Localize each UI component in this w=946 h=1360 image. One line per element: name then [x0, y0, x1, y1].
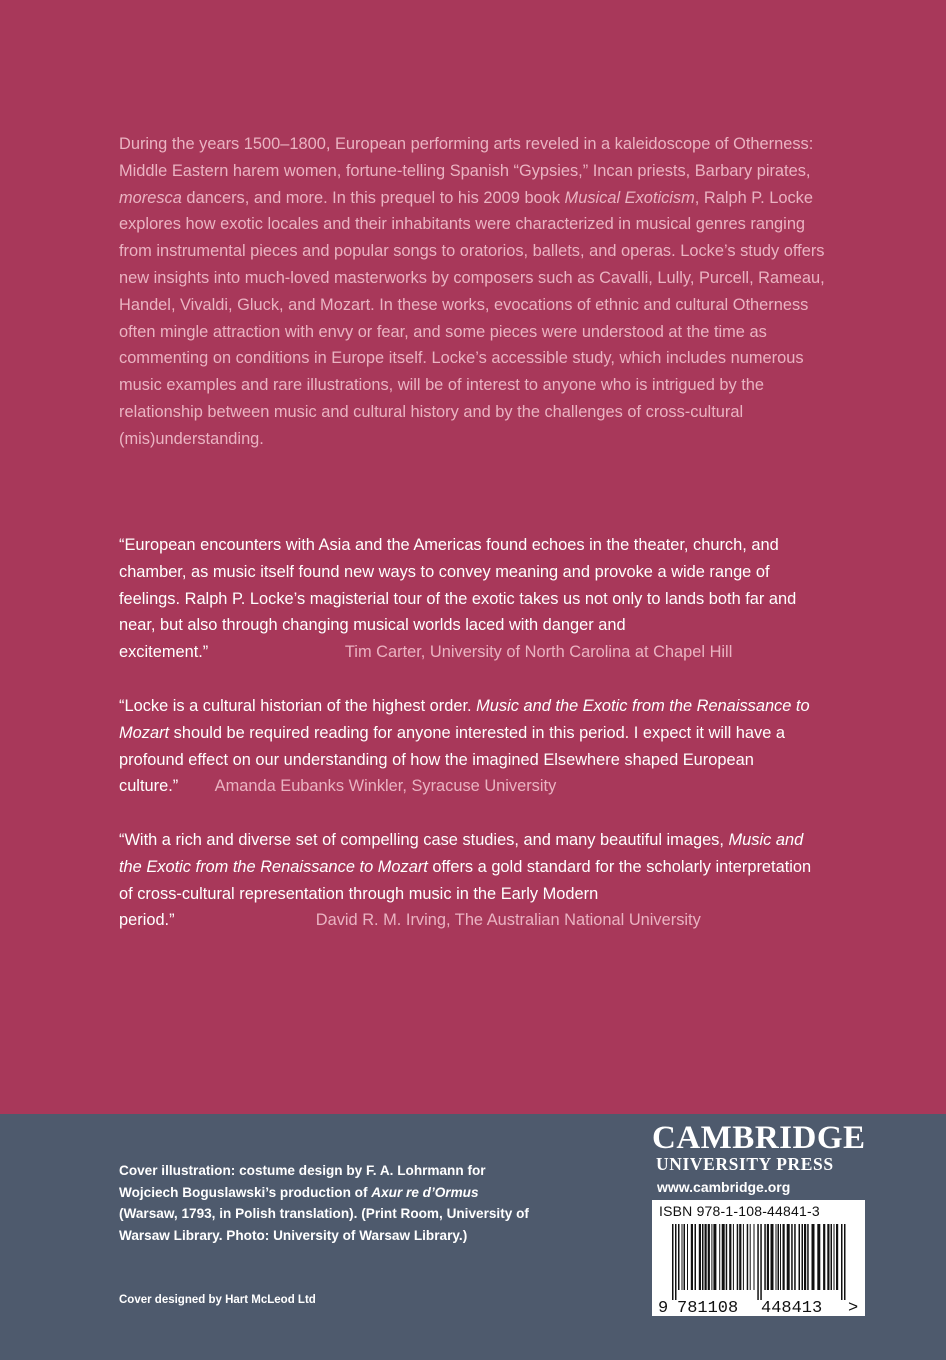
cover-designer-credit: Cover designed by Hart McLeod Ltd	[119, 1294, 316, 1306]
barcode-bar	[695, 1224, 697, 1290]
quote-book-title: Music and the Exotic from the Renaissance to Mozart	[119, 831, 804, 876]
barcode-bar	[780, 1224, 781, 1290]
barcode-digits-left: 781108	[677, 1299, 739, 1316]
barcode-bar	[691, 1224, 693, 1290]
barcode-bar	[771, 1224, 774, 1290]
publisher-logo-name: CAMBRIDGE	[652, 1120, 866, 1156]
barcode-bar	[713, 1224, 716, 1290]
barcode-bar	[776, 1224, 777, 1290]
blurb-book-title: Musical Exoticism	[564, 188, 695, 207]
barcode-bar	[722, 1224, 725, 1290]
endorsement-quote	[119, 532, 827, 666]
blurb-text: dancers, and more. In this prequel to his 2009 book	[181, 188, 565, 207]
isbn-label: ISBN 978-1-108-44841-3	[659, 1203, 820, 1219]
barcode-bar	[739, 1224, 741, 1290]
book-blurb	[119, 131, 827, 453]
endorsement-quote	[119, 827, 827, 934]
barcode-bar	[812, 1224, 815, 1290]
barcode-digit-lead: 9	[658, 1299, 669, 1316]
barcode-bar	[684, 1224, 686, 1290]
quote-attribution: David R. M. Irving, The Australian National University	[315, 911, 701, 930]
blurb-text: , Ralph P. Locke explores how exotic locales and their inhabitants were characterized in musical genres ranging from instrumental pieces and popular songs to oratorios, ballets, and operas. Locke’s study offers new insights into much-loved masterworks by composers such as Cavalli, Lully, Purcell, Rameau, Handel, Vivaldi, Gluck, and Mozart. In these works, evocations of ethnic and cultural Otherness often mingle attraction with envy or fear, and some pieces were understood at the time as commenting on conditions in Europe itself. Locke’s accessible study, which includes numerous music examples and rare illustrations, will be of interest to anyone who is intrigued by the relationship between music and cultural history and by the challenges of cross-cultural (mis)understanding.	[119, 188, 825, 448]
barcode-bar	[787, 1224, 790, 1290]
barcode-bar	[760, 1224, 762, 1300]
quote-text: “Locke is a cultural historian of the highest order.	[119, 697, 477, 715]
barcode-bar	[836, 1224, 838, 1290]
barcode-bar	[672, 1224, 674, 1300]
barcode-bar	[699, 1224, 701, 1290]
barcode-bar	[719, 1224, 720, 1290]
barcode-bar	[678, 1224, 680, 1290]
barcode-graphic	[652, 1200, 865, 1316]
publisher-url: www.cambridge.org	[657, 1179, 791, 1195]
credit-text: (Warsaw, 1793, in Polish translation). (Print Room, University of Warsaw Library. Photo: University of Warsaw Library.)	[119, 1206, 529, 1243]
publisher-logo-subtitle: UNIVERSITY PRESS	[656, 1154, 834, 1174]
quote-attribution: Tim Carter, University of North Carolina at Chapel Hill	[344, 643, 733, 662]
barcode-quiet-marker: >	[848, 1299, 859, 1316]
quote-attribution: Amanda Eubanks Winkler, Syracuse University	[214, 777, 557, 796]
barcode-bar	[804, 1224, 806, 1290]
barcode-bar	[757, 1224, 759, 1300]
barcode-bar	[733, 1224, 734, 1290]
barcode-bar	[702, 1224, 704, 1290]
barcode-bar	[764, 1224, 766, 1290]
blurb-text: During the years 1500–1800, European performing arts reveled in a kaleidoscope of Otherness: Middle Eastern harem women, fortune-telling Spanish “Gypsies,” Incan priests, Barbary pirates,	[119, 135, 814, 180]
credit-work-title: Axur re d’Ormus	[371, 1184, 479, 1200]
cover-illustration-credit	[119, 1160, 539, 1246]
barcode-bar	[834, 1224, 835, 1290]
barcode-bar	[799, 1224, 801, 1290]
barcode-bar	[729, 1224, 731, 1290]
barcode-bar	[705, 1224, 707, 1290]
barcode-bar	[783, 1224, 785, 1290]
barcode-bar	[737, 1224, 739, 1290]
barcode-bar	[675, 1224, 677, 1300]
barcode-bar	[711, 1224, 712, 1290]
quote-book-title: Music and the Exotic from the Renaissance to Mozart	[119, 697, 810, 742]
barcode-bar	[726, 1224, 728, 1290]
barcode-bar	[754, 1224, 755, 1290]
barcode-bar	[682, 1224, 683, 1290]
barcode-bar	[807, 1224, 809, 1290]
barcode-bar	[743, 1224, 744, 1290]
endorsement-quote	[119, 693, 827, 800]
barcode-bar	[687, 1224, 688, 1290]
barcode-digits-right: 448413	[761, 1299, 823, 1316]
isbn-barcode-box	[652, 1200, 865, 1316]
credit-text: Cover illustration: costume design by F. A. Lohrmann for Wojciech Boguslawski’s production of	[119, 1163, 486, 1200]
barcode-bar	[841, 1224, 843, 1300]
barcode-bar	[817, 1224, 820, 1290]
barcode-bar	[802, 1224, 804, 1290]
blurb-italic-term: moresca	[119, 188, 182, 207]
barcode-bar	[831, 1224, 833, 1290]
quote-text: offers a gold standard for the scholarly interpretation of cross-cultural representation through music in the Early Modern period.”	[119, 857, 812, 930]
barcode-bar	[791, 1224, 793, 1290]
barcode-bar	[747, 1224, 749, 1290]
quote-text: “With a rich and diverse set of compelling case studies, and many beautiful images,	[119, 831, 729, 849]
barcode-bar	[767, 1224, 769, 1290]
barcode-bar	[750, 1224, 751, 1290]
barcode-bar	[708, 1224, 710, 1290]
barcode-bar	[844, 1224, 846, 1300]
quote-text: should be required reading for anyone interested in this period. I expect it will have a profound effect on our understanding of how the imagined Elsewhere shaped European culture.”	[119, 723, 786, 796]
barcode-bar	[778, 1224, 780, 1290]
quote-text: “European encounters with Asia and the Americas found echoes in the theater, church, and chamber, as music itself found new ways to convey meaning and provoke a wide range of feelings. Ralph P. Locke’s magisterial tour of the exotic takes us not only to lands both far and near, but also through changing musical worlds laced with danger and excitement.”	[119, 536, 797, 662]
barcode-bar	[827, 1224, 829, 1290]
barcode-bar	[823, 1224, 825, 1290]
barcode-bar	[794, 1224, 796, 1290]
barcode-bars	[672, 1224, 846, 1300]
